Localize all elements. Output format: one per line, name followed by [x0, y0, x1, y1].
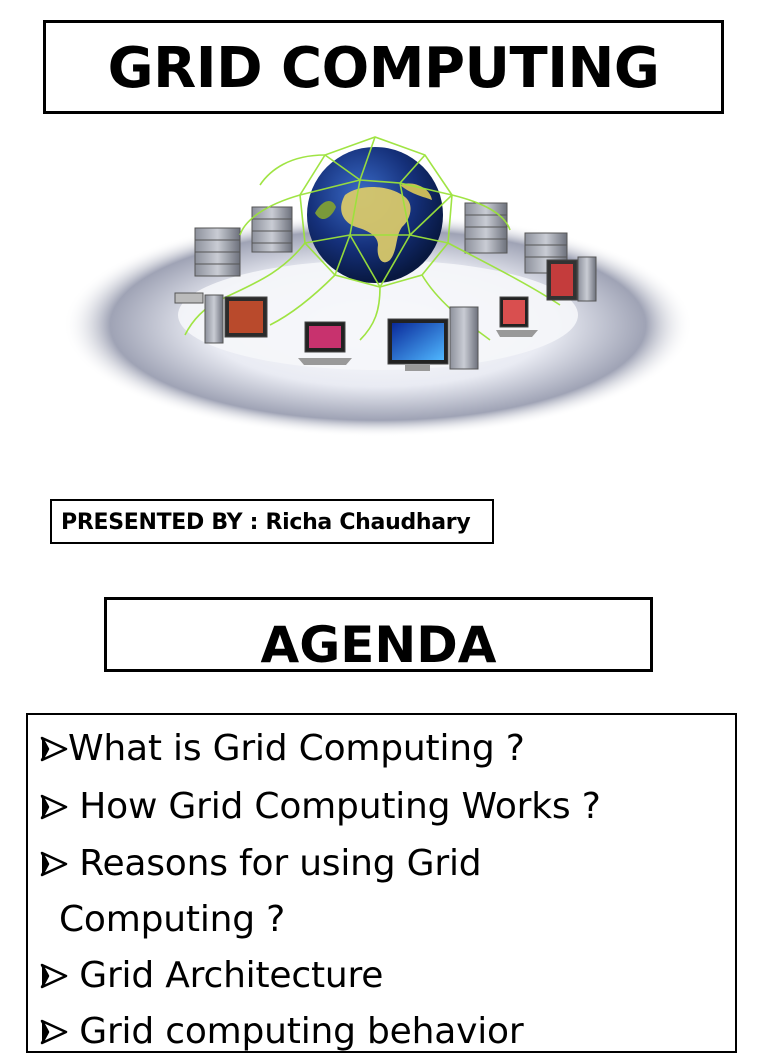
grid-network-globe-illustration — [60, 125, 710, 445]
agenda-list — [26, 713, 737, 1053]
list-item: How Grid Computing Works ? — [38, 787, 601, 827]
laptop-center-left — [298, 322, 352, 365]
page-title: GRID COMPUTING — [107, 36, 660, 101]
list-item: Reasons for using Grid — [38, 844, 481, 884]
agenda-heading: AGENDA — [260, 616, 497, 674]
arrow-bullet-icon — [38, 734, 68, 764]
globe-icon — [307, 147, 443, 283]
desktop-computer-left — [205, 295, 267, 343]
list-item-continuation: Computing ? — [59, 899, 286, 940]
agenda-heading-box — [104, 597, 653, 672]
list-item: What is Grid Computing ? — [38, 729, 525, 769]
desktop-computer-right — [547, 257, 596, 301]
arrow-bullet-icon — [38, 792, 68, 822]
arrow-bullet-icon — [38, 849, 68, 879]
list-item: Grid Architecture — [38, 956, 383, 996]
list-item: Grid computing behavior — [38, 1012, 523, 1052]
arrow-bullet-icon — [38, 1017, 68, 1047]
presenter-box — [50, 499, 494, 544]
laptop-left-1 — [175, 293, 203, 303]
title-box — [43, 20, 724, 114]
presenter-text: PRESENTED BY : Richa Chaudhary — [61, 510, 471, 535]
arrow-bullet-icon — [38, 961, 68, 991]
